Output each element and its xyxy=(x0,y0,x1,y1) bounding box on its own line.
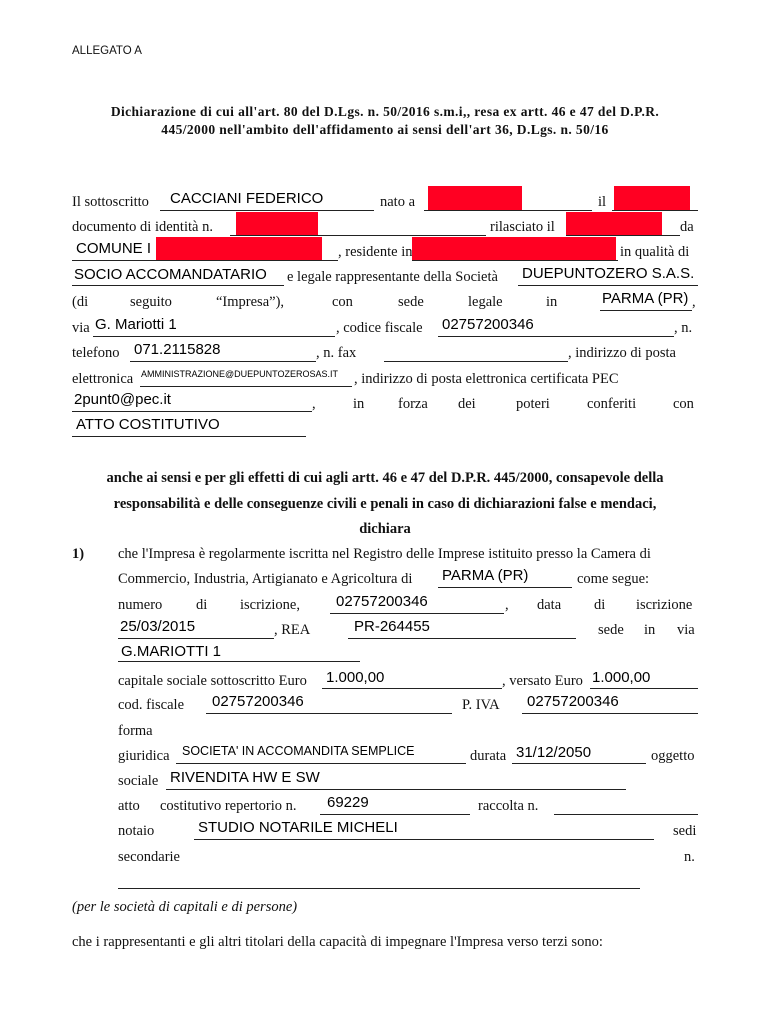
field-line-oggetto[interactable] xyxy=(166,789,626,790)
value-qualita[interactable]: SOCIO ACCOMANDATARIO xyxy=(74,266,267,283)
value-pec[interactable]: 2punt0@pec.it xyxy=(74,391,171,408)
redaction-box xyxy=(566,212,662,235)
field-line-cod-fiscale[interactable] xyxy=(206,713,452,714)
rappresentanti-text: che i rappresentanti e gli altri titolari della capacità di impegnare l'Impresa verso terzi sono: xyxy=(72,934,603,950)
value-sede-legale[interactable]: PARMA (PR) xyxy=(602,290,689,307)
value-telefono[interactable]: 071.2115828 xyxy=(134,341,221,358)
field-line-via[interactable] xyxy=(93,336,335,337)
value-rea[interactable]: PR-264455 xyxy=(354,618,430,635)
field-line-poteri[interactable] xyxy=(72,436,306,437)
label-iscrizione: iscrizione, xyxy=(240,597,300,613)
label-comma: , xyxy=(505,597,509,613)
field-line-codice-fiscale[interactable] xyxy=(438,336,674,337)
field-line-forma[interactable] xyxy=(176,763,466,764)
redaction-box xyxy=(236,212,318,235)
value-notaio[interactable]: STUDIO NOTARILE MICHELI xyxy=(198,819,398,836)
field-line-capitale[interactable] xyxy=(322,688,502,689)
value-data[interactable]: 25/03/2015 xyxy=(120,618,196,635)
label-piva: P. IVA xyxy=(462,697,500,713)
label-nato-a: nato a xyxy=(380,194,416,210)
value-capitale[interactable]: 1.000,00 xyxy=(326,669,385,686)
section1-line2: Commercio, Industria, Artigianato e Agricoltura di xyxy=(118,571,413,587)
value-societa[interactable]: DUEPUNTOZERO S.A.S. xyxy=(522,265,695,282)
field-line-sede-legale[interactable] xyxy=(600,310,692,311)
field-line-data[interactable] xyxy=(118,638,274,639)
label-dei: dei xyxy=(458,396,476,412)
label-rea: , REA xyxy=(274,622,311,638)
label-elettronica: elettronica xyxy=(72,371,134,387)
label-sedi: sedi xyxy=(673,823,697,839)
label-capitale: capitale sociale sottoscritto Euro xyxy=(118,673,307,689)
value-forma[interactable]: SOCIETA' IN ACCOMANDITA SEMPLICE xyxy=(182,744,415,758)
label-comma: , xyxy=(692,294,696,310)
label-via: via xyxy=(677,622,695,638)
label-iscrizione2: iscrizione xyxy=(636,597,693,613)
label-in: in xyxy=(546,294,558,310)
label-legale-rapp: e legale rappresentante della Società xyxy=(287,269,498,285)
value-repertorio[interactable]: 69229 xyxy=(327,794,369,811)
value-codice-fiscale[interactable]: 02757200346 xyxy=(442,316,534,333)
label-poteri: poteri xyxy=(516,396,550,412)
field-line-nato-a[interactable] xyxy=(424,210,592,211)
label-in2: in xyxy=(353,396,365,412)
label-numero: numero xyxy=(118,597,163,613)
field-line-rilasciato[interactable] xyxy=(566,235,680,236)
value-durata[interactable]: 31/12/2050 xyxy=(516,744,592,761)
label-cod-fiscale: cod. fiscale xyxy=(118,697,185,713)
field-line-pec[interactable] xyxy=(72,411,312,412)
value-numero[interactable]: 02757200346 xyxy=(336,593,428,610)
label-di: di xyxy=(196,597,208,613)
value-comune[interactable]: COMUNE I xyxy=(76,240,151,257)
label-n: , n. xyxy=(674,320,693,336)
field-line-societa[interactable] xyxy=(518,285,698,286)
note-societa: (per le società di capitali e di persone) xyxy=(72,899,298,915)
declaration-dichiara: dichiara xyxy=(359,521,411,537)
field-line-residente[interactable] xyxy=(412,260,618,261)
field-line-sottoscritto[interactable] xyxy=(160,210,374,211)
label-forma: forma xyxy=(118,723,153,739)
field-line-numero[interactable] xyxy=(330,613,504,614)
label-sociale: sociale xyxy=(118,773,159,789)
label-notaio: notaio xyxy=(118,823,155,839)
field-line-durata[interactable] xyxy=(512,763,646,764)
field-line-notaio[interactable] xyxy=(194,839,654,840)
label-oggetto: oggetto xyxy=(651,748,695,764)
label-forza: forza xyxy=(398,396,428,412)
declaration-line2: responsabilità e delle conseguenze civili e penali in caso di dichiarazioni false e mendaci, xyxy=(113,496,657,512)
label-fax: , n. fax xyxy=(316,345,357,361)
label-sede: sede xyxy=(598,622,624,638)
value-via2[interactable]: G.MARIOTTI 1 xyxy=(121,643,222,660)
field-line-repertorio[interactable] xyxy=(320,814,470,815)
label-costitutivo: costitutivo repertorio n. xyxy=(160,798,297,814)
label-sede: sede xyxy=(398,294,424,310)
value-cod-fiscale[interactable]: 02757200346 xyxy=(212,693,304,710)
value-via[interactable]: G. Mariotti 1 xyxy=(95,316,177,333)
label-atto: atto xyxy=(118,798,140,814)
field-line-comune[interactable] xyxy=(72,260,338,261)
label-conferiti: conferiti xyxy=(587,396,637,412)
field-line-telefono[interactable] xyxy=(130,361,316,362)
value-versato[interactable]: 1.000,00 xyxy=(592,669,651,686)
label-versato: , versato Euro xyxy=(502,673,583,689)
label-qualita: in qualità di xyxy=(620,244,690,260)
allegato-label: ALLEGATO A xyxy=(72,45,142,57)
label-via: via xyxy=(72,320,90,336)
redaction-box xyxy=(412,237,616,260)
label-codice-fiscale: , codice fiscale xyxy=(336,320,423,336)
declaration-line1: anche ai sensi e per gli effetti di cui agli artt. 46 e 47 del D.P.R. 445/2000, consapevole della xyxy=(106,470,664,486)
label-di: (di xyxy=(72,294,89,310)
value-poteri[interactable]: ATTO COSTITUTIVO xyxy=(76,416,220,433)
field-line-piva[interactable] xyxy=(522,713,698,714)
field-line-versato[interactable] xyxy=(590,688,698,689)
label-seguito: seguito xyxy=(130,294,172,310)
label-rilasciato: rilasciato il xyxy=(490,219,555,235)
label-data: data xyxy=(537,597,562,613)
label-raccolta: raccolta n. xyxy=(478,798,539,814)
label-durata: durata xyxy=(470,748,507,764)
document-title-line1: Dichiarazione di cui all'art. 80 del D.Lgs. n. 50/2016 s.m.i,, resa ex artt. 46 e 47 del D.P.R. xyxy=(110,104,660,119)
field-line-il[interactable] xyxy=(612,210,698,211)
label-secondarie: secondarie xyxy=(118,849,180,865)
field-line-secondarie[interactable] xyxy=(118,888,640,889)
label-residente: , residente in xyxy=(338,244,413,260)
field-line-rea[interactable] xyxy=(348,638,576,639)
label-indirizzo-posta: , indirizzo di posta xyxy=(568,345,676,361)
field-line-raccolta[interactable] xyxy=(554,814,698,815)
label-giuridica: giuridica xyxy=(118,748,170,764)
label-con2: con xyxy=(673,396,694,412)
label-con: con xyxy=(332,294,353,310)
field-line-email[interactable] xyxy=(140,386,352,387)
label-pec: , indirizzo di posta elettronica certificata PEC xyxy=(354,371,619,387)
label-di2: di xyxy=(594,597,606,613)
redaction-box xyxy=(614,186,690,210)
field-line-qualita[interactable] xyxy=(72,285,284,286)
redaction-box xyxy=(156,237,322,260)
value-sottoscritto[interactable]: CACCIANI FEDERICO xyxy=(170,190,324,207)
section-number: 1) xyxy=(72,546,85,562)
label-impresa: “Impresa”), xyxy=(216,294,285,310)
value-email[interactable]: AMMINISTRAZIONE@DUEPUNTOZEROSAS.IT xyxy=(141,369,338,379)
label-il: il xyxy=(598,194,607,210)
redaction-box xyxy=(428,186,522,210)
value-piva[interactable]: 02757200346 xyxy=(527,693,619,710)
value-oggetto[interactable]: RIVENDITA HW E SW xyxy=(170,769,320,786)
field-line-via2[interactable] xyxy=(118,661,360,662)
label-in: in xyxy=(644,622,656,638)
label-comma2: , xyxy=(312,396,316,412)
label-sottoscritto: Il sottoscritto xyxy=(72,194,149,210)
label-legale: legale xyxy=(468,294,503,310)
label-come-segue: come segue: xyxy=(577,571,650,587)
section1-line1: che l'Impresa è regolarmente iscritta nel Registro delle Imprese istituito presso la Camera di xyxy=(118,546,651,562)
label-documento: documento di identità n. xyxy=(72,219,213,235)
field-line-fax[interactable] xyxy=(384,361,568,362)
value-camera[interactable]: PARMA (PR) xyxy=(442,567,529,584)
label-da: da xyxy=(680,219,694,235)
label-telefono: telefono xyxy=(72,345,120,361)
field-line-camera[interactable] xyxy=(438,587,572,588)
field-line-documento[interactable] xyxy=(230,235,486,236)
label-n: n. xyxy=(684,849,695,865)
document-title-line2: 445/2000 nell'ambito dell'affidamento ai sensi dell'art 36, D.Lgs. n. 50/16 xyxy=(161,122,609,137)
